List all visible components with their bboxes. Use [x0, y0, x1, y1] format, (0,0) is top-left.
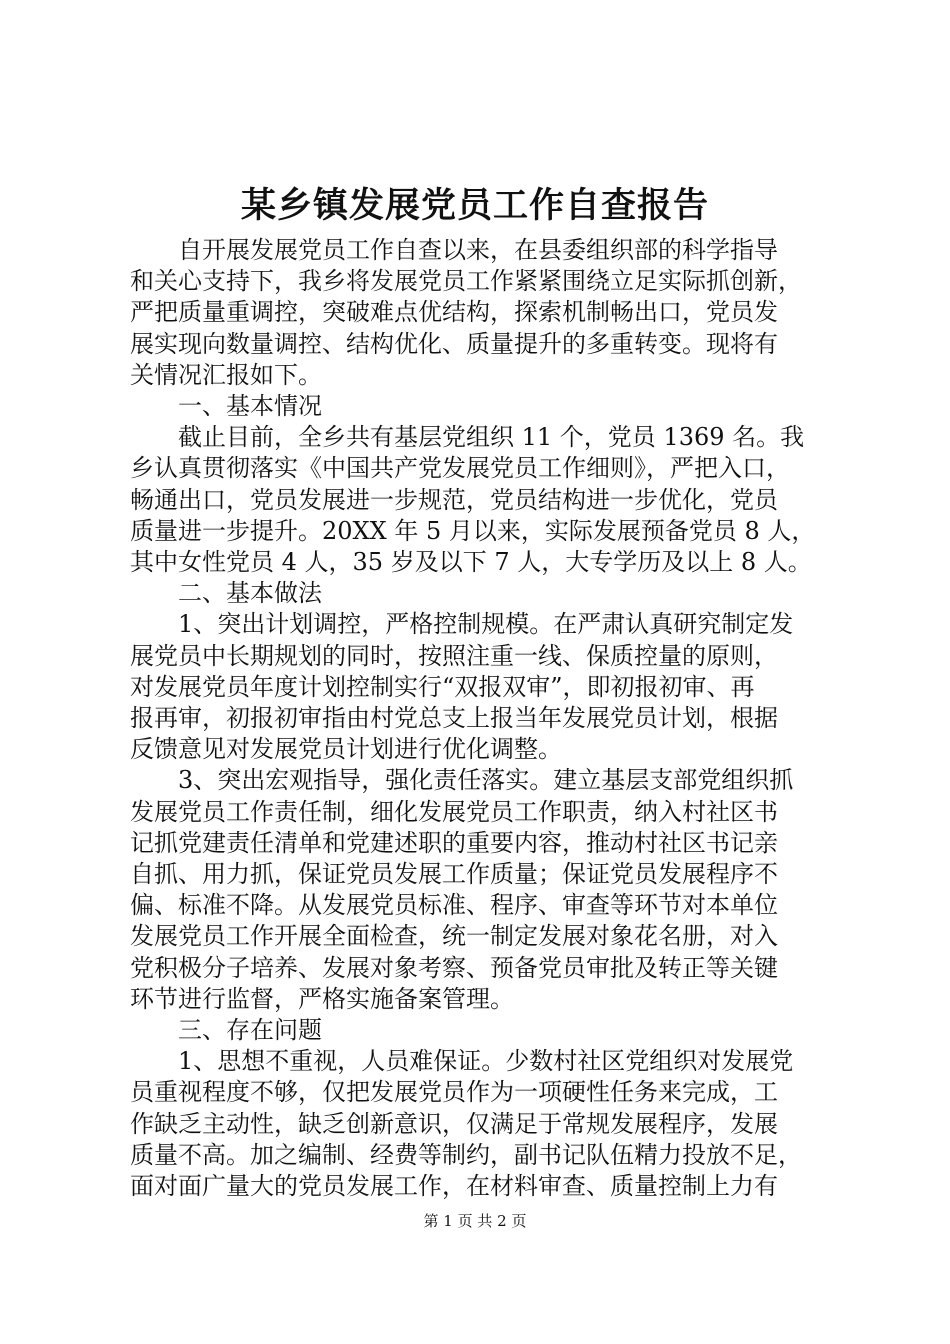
text-line: 发展党员工作开展全面检查，统一制定发展对象花名册，对入 [130, 922, 778, 951]
text-line: 3、突出宏观指导，强化责任落实。建立基层支部党组织抓 [130, 766, 794, 795]
section-heading: 二、基本做法 [130, 579, 322, 608]
text-line: 质量进一步提升。20XX 年 5 月以来，实际发展预备党员 8 人， [130, 516, 816, 545]
text-line: 和关心支持下，我乡将发展党员工作紧紧围绕立足实际抓创新， [130, 267, 802, 296]
section-heading: 一、基本情况 [130, 392, 322, 420]
text-line: 面对面广量大的党员发展工作，在材料审查、质量控制上力有 [130, 1172, 778, 1200]
text-line: 质量不高。加之编制、经费等制约，副书记队伍精力投放不足， [130, 1140, 802, 1169]
text-line: 关情况汇报如下。 [130, 360, 322, 389]
text-line: 1、思想不重视，人员难保证。少数村社区党组织对发展党 [130, 1047, 794, 1076]
text-line: 偏、标准不降。从发展党员标准、程序、审查等环节对本单位 [130, 891, 778, 920]
text-line: 对发展党员年度计划控制实行“双报双审”，即初报初审、再 [130, 672, 755, 701]
text-line: 环节进行监督，严格实施备案管理。 [130, 984, 514, 1013]
text-line: 其中女性党员 4 人，35 岁及以下 7 人，大专学历及以上 8 人。 [130, 548, 812, 576]
text-line: 畅通出口，党员发展进一步规范，党员结构进一步优化，党员 [130, 485, 778, 514]
text-line: 作缺乏主动性，缺乏创新意识，仅满足于常规发展程序，发展 [130, 1109, 778, 1138]
section-heading: 三、存在问题 [130, 1016, 322, 1044]
text-line: 员重视程度不够，仅把发展党员作为一项硬性任务来完成，工 [130, 1078, 778, 1107]
text-line: 1、突出计划调控，严格控制规模。在严肃认真研究制定发 [130, 610, 794, 639]
document-title: 某乡镇发展党员工作自查报告 [240, 185, 709, 226]
text-line: 自抓、用力抓，保证党员发展工作质量；保证党员发展程序不 [130, 860, 778, 888]
text-line: 发展党员工作责任制，细化发展党员工作职责，纳入村社区书 [130, 797, 778, 826]
text-line: 展实现向数量调控、结构优化、质量提升的多重转变。现将有 [130, 329, 778, 358]
text-line: 严把质量重调控，突破难点优结构，探索机制畅出口，党员发 [130, 298, 778, 327]
text-line: 记抓党建责任清单和党建述职的重要内容，推动村社区书记亲 [130, 828, 778, 857]
text-line: 党积极分子培养、发展对象考察、预备党员审批及转正等关键 [130, 953, 778, 982]
text-line: 展党员中长期规划的同时，按照注重一线、保质控量的原则， [130, 641, 778, 670]
text-line: 乡认真贯彻落实《中国共产党发展党员工作细则》，严把入口， [130, 454, 790, 483]
text-line: 反馈意见对发展党员计划进行优化调整。 [130, 735, 562, 764]
text-line: 报再审，初报初审指由村党总支上报当年发展党员计划，根据 [130, 704, 778, 732]
page-footer: 第 1 页 共 2 页 [423, 1212, 527, 1230]
text-line: 截止目前，全乡共有基层党组织 11 个，党员 1369 名。我 [130, 423, 805, 452]
text-line: 自开展发展党员工作自查以来，在县委组织部的科学指导 [130, 236, 778, 264]
